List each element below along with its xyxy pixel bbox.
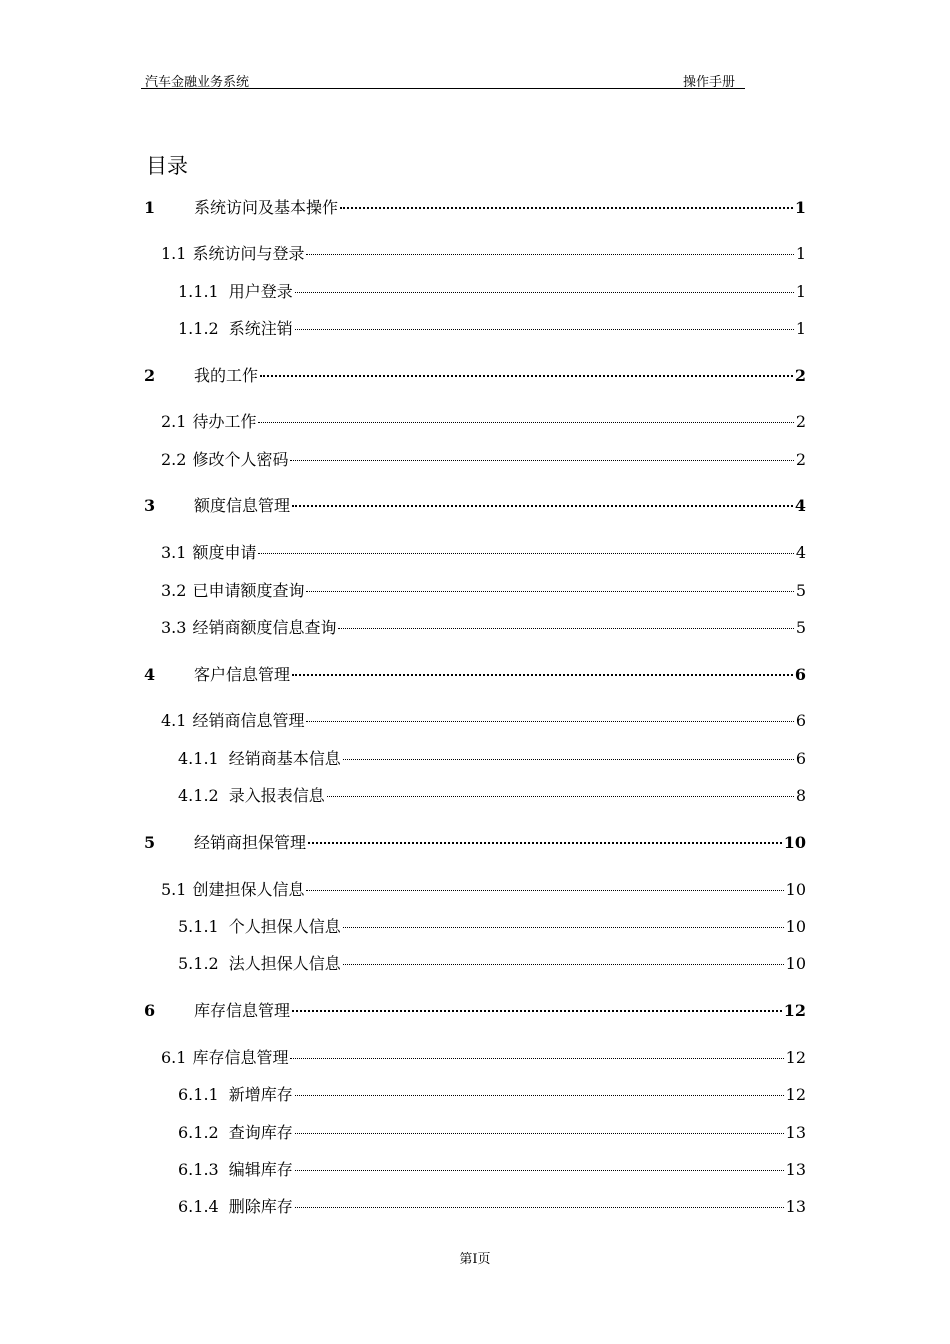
- toc-entry-number: 2.1: [161, 412, 187, 431]
- toc-entry-number: 5: [144, 833, 156, 852]
- toc-entry[interactable]: [161, 580, 806, 602]
- toc-entry-label: 额度申请: [192, 543, 257, 562]
- toc-entry[interactable]: [144, 365, 806, 387]
- toc-entry-page: 12: [785, 1048, 806, 1067]
- toc-entry[interactable]: [161, 710, 806, 732]
- toc-entry-label: 我的工作: [194, 366, 259, 385]
- toc-title: 目录: [146, 154, 188, 178]
- toc-entry-label: 客户信息管理: [194, 665, 291, 684]
- toc-entry-page: 1: [795, 319, 806, 338]
- toc-entry-label: 经销商担保管理: [194, 833, 307, 852]
- toc-leader: [343, 963, 784, 965]
- toc-entry-number: 3.3: [161, 618, 187, 637]
- toc-entry-label: 经销商基本信息: [228, 749, 341, 768]
- toc-leader: [260, 374, 793, 377]
- toc-entry-page: 2: [795, 412, 806, 431]
- toc-leader: [258, 552, 793, 554]
- toc-entry[interactable]: [178, 1084, 806, 1106]
- toc-entry[interactable]: [178, 1159, 806, 1181]
- toc-leader: [340, 206, 793, 209]
- toc-entry-number: 6.1: [161, 1048, 187, 1067]
- toc-leader: [295, 291, 794, 293]
- toc-entry-page: 10: [785, 954, 806, 973]
- toc-entry-page: 13: [785, 1160, 806, 1179]
- toc-entry-label: 系统注销: [228, 319, 293, 338]
- page-footer: 第I页: [459, 1252, 491, 1267]
- header-doc-type: 操作手册: [682, 75, 735, 90]
- toc-entry[interactable]: [144, 832, 806, 854]
- toc-entry-number: 1.1.2: [178, 319, 219, 338]
- toc-leader: [306, 889, 783, 891]
- toc-entry-number: 2: [144, 366, 156, 385]
- toc-leader: [306, 720, 793, 722]
- toc-entry[interactable]: [178, 281, 806, 303]
- toc-entry-label: 个人担保人信息: [228, 917, 341, 936]
- toc-entry-number: 5.1.2: [178, 954, 219, 973]
- toc-entry-label: 库存信息管理: [192, 1048, 289, 1067]
- toc-entry-page: 2: [794, 366, 806, 385]
- toc-entry-page: 10: [785, 880, 806, 899]
- toc-entry[interactable]: [178, 318, 806, 340]
- toc-entry-number: 4.1.1: [178, 749, 219, 768]
- toc-leader: [343, 926, 784, 928]
- toc-leader: [295, 328, 794, 330]
- toc-entry-page: 4: [794, 496, 806, 515]
- toc-entry-page: 1: [795, 244, 806, 263]
- toc-entry-label: 删除库存: [228, 1197, 293, 1216]
- toc-entry-label: 库存信息管理: [194, 1001, 291, 1020]
- toc-entry-label: 用户登录: [228, 282, 293, 301]
- toc-leader: [295, 1169, 784, 1171]
- toc-entry-page: 12: [783, 1001, 806, 1020]
- toc-entry[interactable]: [178, 916, 806, 938]
- toc-entry[interactable]: [144, 197, 806, 219]
- toc-entry[interactable]: [161, 1047, 806, 1069]
- toc-entry-page: 6: [794, 665, 806, 684]
- toc-leader: [295, 1206, 784, 1208]
- toc-entry[interactable]: [161, 879, 806, 901]
- toc-entry-number: 1.1: [161, 244, 187, 263]
- toc-leader: [343, 758, 794, 760]
- toc-entry-label: 系统访问及基本操作: [194, 198, 339, 217]
- toc-leader: [290, 1057, 783, 1059]
- toc-entry-number: 3.2: [161, 581, 187, 600]
- toc-entry[interactable]: [178, 953, 806, 975]
- toc-entry[interactable]: [161, 243, 806, 265]
- toc-entry-number: 2.2: [161, 450, 187, 469]
- toc-entry-page: 13: [785, 1123, 806, 1142]
- toc-entry-label: 待办工作: [192, 412, 257, 431]
- toc-entry[interactable]: [161, 411, 806, 433]
- toc-leader: [338, 627, 793, 629]
- toc-entry-label: 查询库存: [228, 1123, 293, 1142]
- toc-entry-number: 6: [144, 1001, 156, 1020]
- toc-entry-label: 已申请额度查询: [192, 581, 305, 600]
- toc-entry-page: 6: [795, 711, 806, 730]
- toc-leader: [306, 253, 793, 255]
- toc-entry[interactable]: [161, 542, 806, 564]
- toc-entry[interactable]: [178, 1196, 806, 1218]
- toc-entry-number: 6.1.2: [178, 1123, 219, 1142]
- toc-entry-number: 5.1.1: [178, 917, 219, 936]
- toc-entry-number: 5.1: [161, 880, 187, 899]
- toc-leader: [292, 1009, 782, 1012]
- toc-entry-number: 6.1.4: [178, 1197, 219, 1216]
- toc-entry-page: 6: [795, 749, 806, 768]
- toc-entry-number: 3: [144, 496, 156, 515]
- toc-leader: [308, 841, 782, 844]
- toc-entry-number: 6.1.1: [178, 1085, 219, 1104]
- toc-entry-page: 5: [795, 618, 806, 637]
- toc-leader: [295, 1094, 784, 1096]
- toc-entry[interactable]: [144, 664, 806, 686]
- toc-entry-page: 13: [785, 1197, 806, 1216]
- toc-entry-page: 12: [785, 1085, 806, 1104]
- toc-entry-label: 经销商额度信息查询: [192, 618, 337, 637]
- toc-entry[interactable]: [144, 1000, 806, 1022]
- toc-entry[interactable]: [144, 495, 806, 517]
- toc-entry-number: 4: [144, 665, 156, 684]
- toc-entry[interactable]: [178, 748, 806, 770]
- toc-entry-page: 10: [783, 833, 806, 852]
- toc-leader: [295, 1132, 784, 1134]
- toc-entry[interactable]: [178, 1122, 806, 1144]
- toc-entry-page: 10: [785, 917, 806, 936]
- toc-entry-label: 经销商信息管理: [192, 711, 305, 730]
- toc-entry-page: 5: [795, 581, 806, 600]
- toc-entry-number: 3.1: [161, 543, 187, 562]
- toc-entry-page: 1: [795, 282, 806, 301]
- toc-entry-page: 1: [794, 198, 806, 217]
- toc-entry-number: 6.1.3: [178, 1160, 219, 1179]
- toc-entry-label: 编辑库存: [228, 1160, 293, 1179]
- toc-entry-label: 修改个人密码: [192, 450, 289, 469]
- toc-leader: [292, 504, 793, 507]
- toc-leader: [327, 795, 794, 797]
- toc-entry-label: 系统访问与登录: [192, 244, 305, 263]
- toc-leader: [292, 673, 793, 676]
- toc-entry-number: 4.1: [161, 711, 187, 730]
- toc-leader: [290, 459, 793, 461]
- toc-entry-number: 1.1.1: [178, 282, 219, 301]
- toc-leader: [306, 590, 793, 592]
- toc-entry[interactable]: [161, 449, 806, 471]
- header-system-name: 汽车金融业务系统: [145, 75, 250, 90]
- toc-entry-label: 额度信息管理: [194, 496, 291, 515]
- toc-entry-label: 录入报表信息: [228, 786, 325, 805]
- toc-leader: [258, 421, 793, 423]
- toc-entry-number: 1: [144, 198, 156, 217]
- toc-entry[interactable]: [161, 617, 806, 639]
- toc-entry-page: 2: [795, 450, 806, 469]
- toc-entry-page: 4: [795, 543, 806, 562]
- toc-entry-label: 新增库存: [228, 1085, 293, 1104]
- toc-entry-number: 4.1.2: [178, 786, 219, 805]
- toc-entry[interactable]: [178, 785, 806, 807]
- toc-entry-page: 8: [795, 786, 806, 805]
- toc-entry-label: 法人担保人信息: [228, 954, 341, 973]
- toc-entry-label: 创建担保人信息: [192, 880, 305, 899]
